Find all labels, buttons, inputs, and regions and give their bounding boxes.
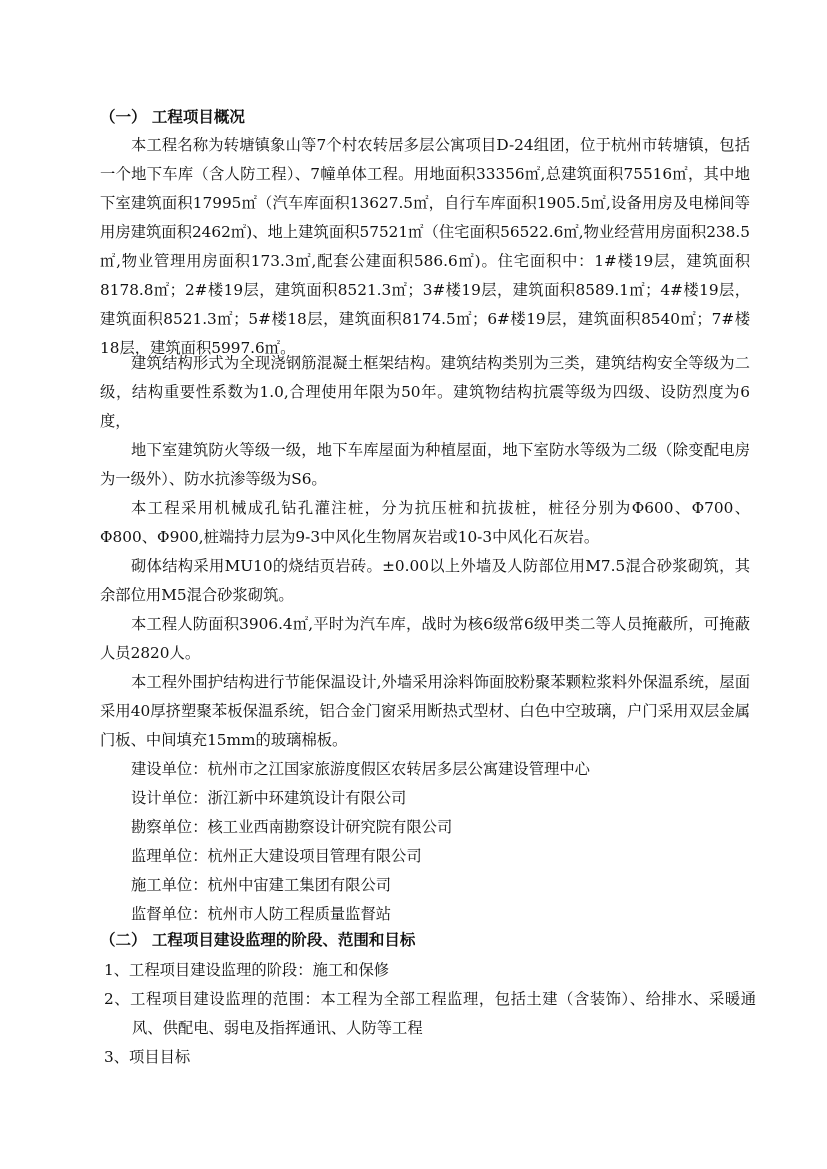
masonry-paragraph: 砌体结构采用MU10的烧结页岩砖。±0.00以上外墙及人防部位用M7.5混合砂浆砌筑，其余部位用M5混合砂浆砌筑。 xyxy=(100,557,750,604)
energy-saving-paragraph: 本工程外围护结构进行节能保温设计,外墙采用涂料饰面胶粉聚苯颗粒浆料外保温系统，屋面采用40厚挤塑聚苯板保温系统，铝合金门窗采用断热式型材、白色中空玻璃，户门采用双层金属门板、中间填充15mm的玻璃棉板。 xyxy=(100,673,750,749)
oversight-unit: 监督单位：杭州市人防工程质量监督站 xyxy=(131,905,392,923)
structure-paragraph: 建筑结构形式为全现浇钢筋混凝土框架结构。建筑结构类别为三类，建筑结构安全等级为二级，结构重要性系数为1.0,合理使用年限为50年。建筑物结构抗震等级为四级、设防烈度为6度， xyxy=(100,354,750,430)
list-item-goals: 3、项目目标 xyxy=(104,1048,191,1066)
construction-unit: 建设单位：杭州市之江国家旅游度假区农转居多层公寓建设管理中心 xyxy=(131,760,590,778)
pile-foundation-paragraph: 本工程采用机械成孔钻孔灌注桩，分为抗压桩和抗拔桩，桩径分别为Φ600、Φ700、Φ800、Φ900,桩端持力层为9-3中风化生物屑灰岩或10-3中风化石灰岩。 xyxy=(100,499,750,546)
fire-waterproof-paragraph: 地下室建筑防火等级一级，地下车库屋面为种植屋面，地下室防水等级为二级（除变配电房为一级外）、防水抗渗等级为S6。 xyxy=(100,441,750,488)
survey-unit: 勘察单位：核工业西南勘察设计研究院有限公司 xyxy=(131,818,453,836)
list-item-scope: 2、工程项目建设监理的范围：本工程为全部工程监理，包括土建（含装饰）、给排水、采暖通风、供配电、弱电及指挥通讯、人防等工程 xyxy=(104,990,756,1037)
civil-defense-paragraph: 本工程人防面积3906.4㎡,平时为汽车库，战时为核6级常6级甲类二等人员掩蔽所，可掩蔽人员2820人。 xyxy=(100,615,750,662)
project-overview-paragraph: 本工程名称为转塘镇象山等7个村农转居多层公寓项目D-24组团，位于杭州市转塘镇，包括一个地下车库（含人防工程）、7幢单体工程。用地面积33356㎡,总建筑面积75516㎡，其中地下室建筑面积17995㎡（汽车库面积13627.5㎡，自行车库面积1905.5㎡,设备用房及电梯间等用房建筑面积2462㎡)、地上建筑面积57521㎡（住宅面积56522.6㎡,物业经营用房面积238.5㎡,物业管理用房面积173.3㎡,配套公建面积586.6㎡)。住宅面积中：1#楼19层，建筑面积8178.8㎡；2#楼19层，建筑面积8521.3㎡；3#楼19层，建筑面积8589.1㎡；4#楼19层，建筑面积8521.3㎡；5#楼18层，建筑面积8174.5㎡；6#楼19层，建筑面积8540㎡；7#楼18层，建筑面积5997.6㎡。 xyxy=(100,136,750,357)
contractor-unit: 施工单位：杭州中宙建工集团有限公司 xyxy=(131,876,392,894)
supervision-unit: 监理单位：杭州正大建设项目管理有限公司 xyxy=(131,847,422,865)
section-1-heading: （一） 工程项目概况 xyxy=(100,108,245,126)
section-2-heading: （二） 工程项目建设监理的阶段、范围和目标 xyxy=(100,931,416,949)
design-unit: 设计单位：浙江新中环建筑设计有限公司 xyxy=(131,789,407,807)
list-item-stage: 1、工程项目建设监理的阶段：施工和保修 xyxy=(104,961,390,979)
